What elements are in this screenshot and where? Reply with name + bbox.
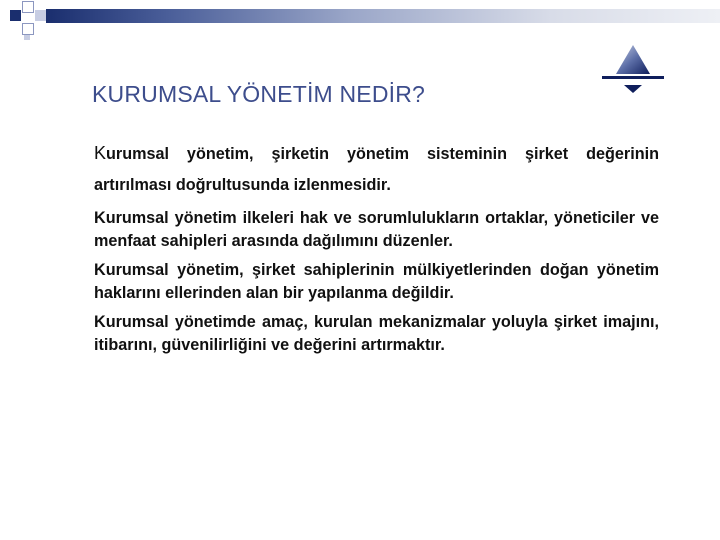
- corner-square-outline-2: [22, 23, 34, 35]
- decorative-header: [0, 0, 720, 40]
- slide-body: [94, 138, 659, 363]
- header-gradient-bar: [46, 9, 720, 23]
- slide-title: KURUMSAL YÖNETİM NEDİR?: [92, 81, 426, 107]
- corner-square-outline-1: [22, 1, 34, 13]
- paragraph-1: [94, 138, 659, 201]
- corner-square-dark: [10, 10, 21, 21]
- corner-square-small: [24, 35, 30, 40]
- balance-logo-icon: [598, 44, 668, 96]
- paragraph-1-initial: K: [94, 143, 107, 163]
- paragraph-2: Kurumsal yönetim ilkeleri hak ve sorumlulukların ortaklar, yöneticiler ve menfaat sahipleri arasında dağılımını düzenler.: [94, 209, 659, 250]
- paragraph-4: Kurumsal yönetimde amaç, kurulan mekanizmalar yoluyla şirket imajını, itibarını, güvenilirliğini ve değerini artırmaktır.: [94, 313, 659, 354]
- paragraph-3: Kurumsal yönetim, şirket sahiplerinin mülkiyetlerinden doğan yönetim haklarını ellerinden alan bir yapılanma değildir.: [94, 261, 659, 302]
- paragraph-1-text: urumsal yönetim, şirketin yönetim sisteminin şirket değerinin artırılması doğrultusunda izlenmesidir.: [94, 145, 659, 194]
- corner-square-light: [35, 10, 46, 21]
- balance-logo: [598, 44, 668, 96]
